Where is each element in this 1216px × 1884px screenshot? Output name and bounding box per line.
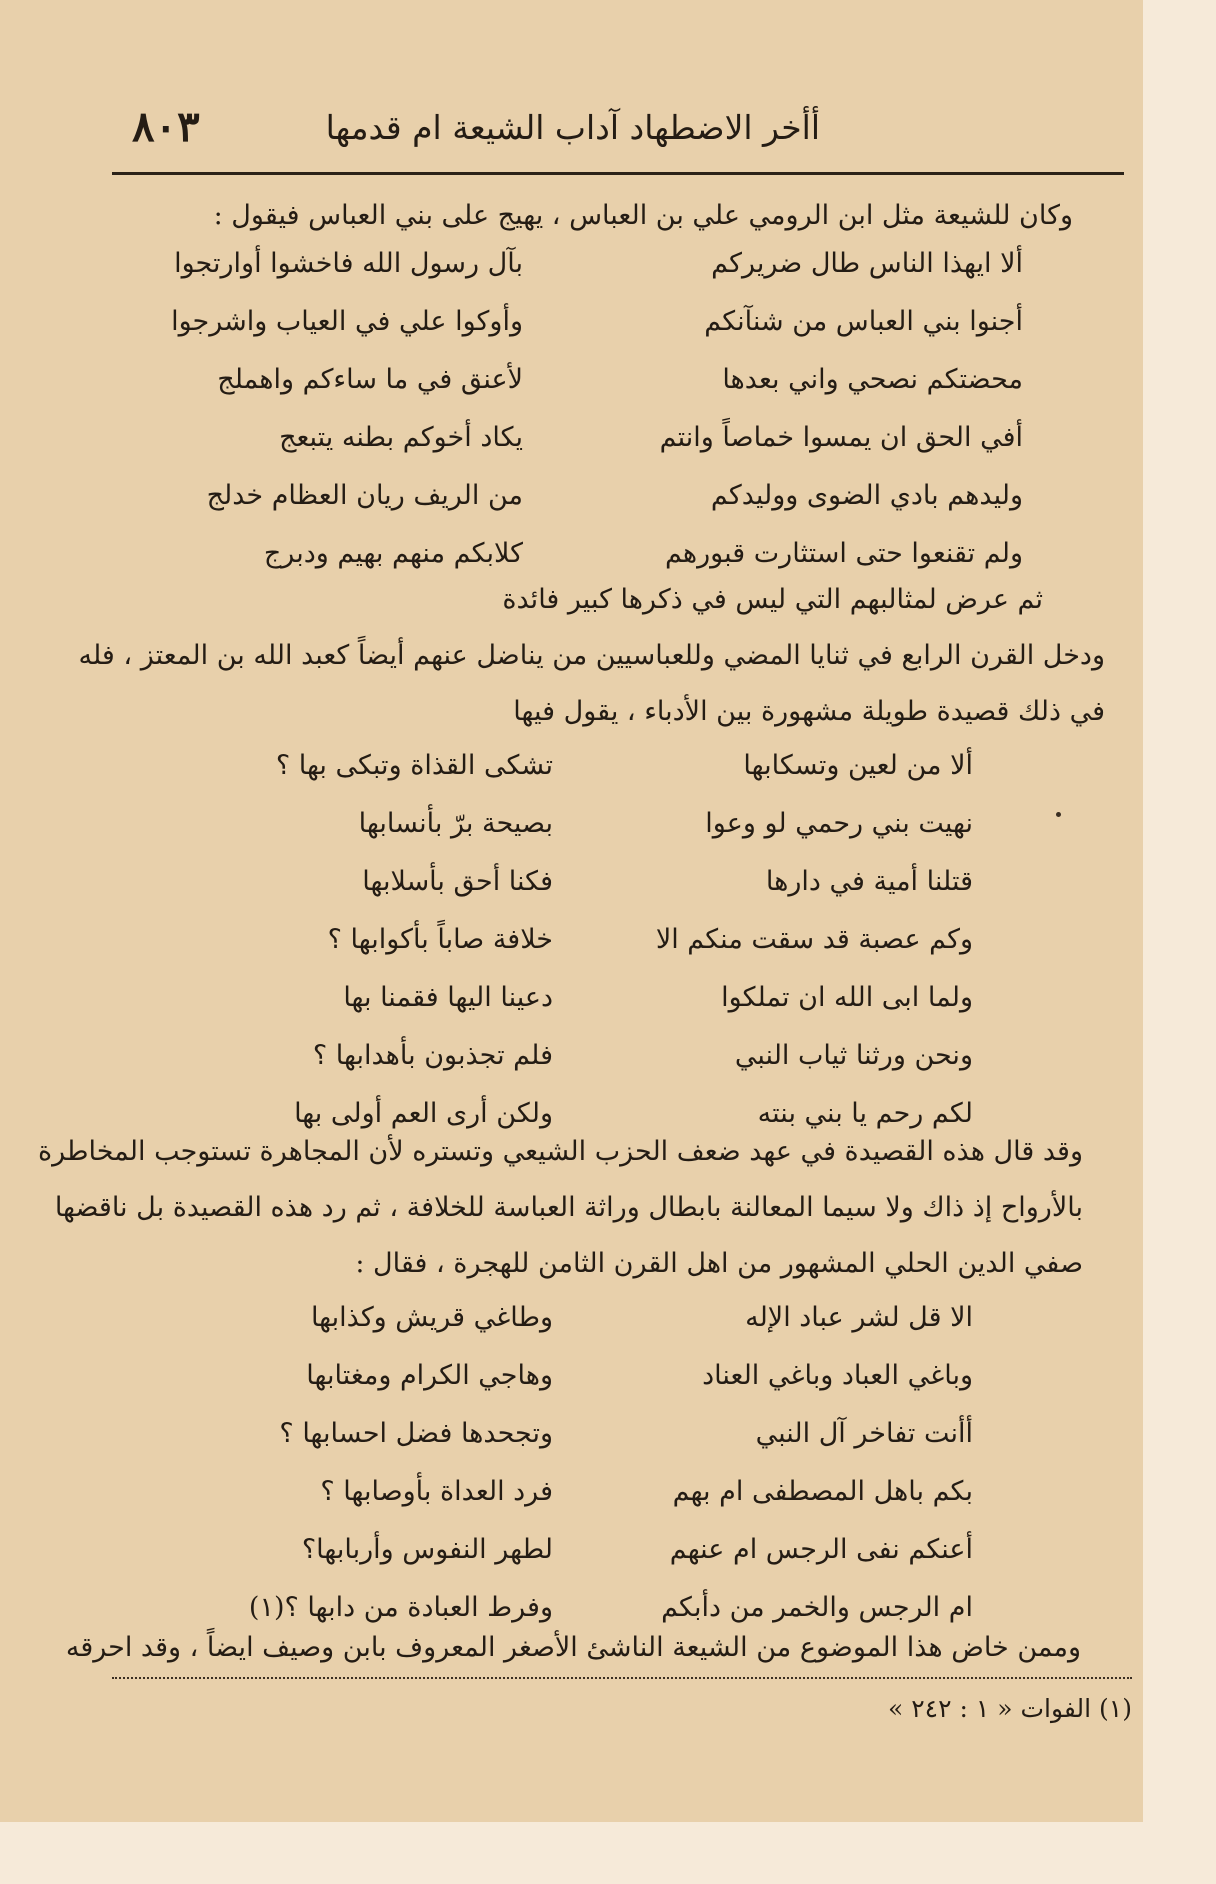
first-hemistich: ألا من لعين وتسكابها [743,750,973,781]
second-hemistich: بآل رسول الله فاخشوا أوارتجوا [174,248,523,279]
first-hemistich: لكم رحم يا بني بنته [757,1098,973,1129]
verse-line [203,1522,973,1580]
text-line: وقد قال هذه القصيدة في عهد ضعف الحزب الشيعي وتستره لأن المجاهرة تستوجب المخاطرة [37,1136,1083,1167]
second-hemistich: ولكن أرى العم أولى بها [294,1098,553,1129]
paragraph-safi-al-din [37,1124,1083,1292]
second-hemistich: من الريف ريان العظام خدلج [206,480,523,511]
second-hemistich: تشكى القذاة وتبكى بها ؟ [275,750,553,781]
first-hemistich: ولما ابى الله ان تملكوا [721,982,973,1013]
page-number: ٨٠٣ [132,102,200,151]
first-hemistich: أأنت تفاخر آل النبي [755,1418,973,1449]
verse-line [173,468,1023,526]
verse-line [203,970,973,1028]
running-title: أأخر الاضطهاد آداب الشيعة ام قدمها [325,108,820,147]
second-hemistich: وطاغي قريش وكذابها [310,1302,553,1333]
verse-line [203,1290,973,1348]
verse-line [203,1348,973,1406]
second-hemistich: لطهر النفوس وأربابها؟ [301,1534,553,1565]
footnote-rule [112,1677,1132,1679]
first-hemistich: أعنكم نفى الرجس ام عنهم [669,1534,973,1565]
second-hemistich: دعينا اليها فقمنا بها [343,982,553,1013]
first-hemistich: ام الرجس والخمر من دأبكم [661,1592,973,1623]
first-hemistich: وليدهم بادي الضوى ووليدكم [710,480,1023,511]
verse-line [203,912,973,970]
poem-ibn-al-rumi [173,236,1023,584]
paragraph-ibn-al-mutazz [78,628,1105,740]
second-hemistich: كلابكم منهم بهيم ودبرج [263,538,523,569]
first-hemistich: وباغي العباد وباغي العناد [702,1360,973,1391]
text-line: في ذلك قصيدة طويلة مشهورة بين الأدباء ، يقول فيها [513,696,1105,727]
second-hemistich: يكاد أخوكم بطنه يتبعج [279,422,523,453]
verse-line [203,796,973,854]
verse-line [203,854,973,912]
first-hemistich: أجنوا بني العباس من شنآنكم [704,306,1023,337]
second-hemistich: وهاجي الكرام ومغتابها [306,1360,553,1391]
first-hemistich: ونحن ورثنا ثياب النبي [734,1040,973,1071]
text-line: ودخل القرن الرابع في ثنايا المضي وللعباسيين من يناضل عنهم أيضاً كعبد الله بن المعتز ، فله [78,640,1105,671]
first-hemistich: وكم عصبة قد سقت منكم الا [655,924,973,955]
second-hemistich: خلافة صاباً بأكوابها ؟ [327,924,553,955]
poem-safi-al-din [203,1290,973,1638]
second-hemistich: فكنا أحق بأسلابها [362,866,553,897]
verse-line [173,236,1023,294]
second-hemistich: لأعنق في ما ساءكم واهملج [217,364,523,395]
poem-ibn-al-mutazz [203,738,973,1144]
header-rule [112,172,1124,175]
stray-mark [1056,812,1061,817]
second-hemistich: وأوكوا علي في العياب واشرجوا [171,306,523,337]
second-hemistich: وتجحدها فضل احسابها ؟ [279,1418,553,1449]
transition-line [93,572,1043,628]
first-hemistich: ألا ايهذا الناس طال ضريركم [711,248,1023,279]
second-hemistich: فرد العداة بأوصابها ؟ [320,1476,553,1507]
footnote: (١) الفوات « ١ : ٢٤٢ » [887,1694,1132,1723]
verse-line [203,1464,973,1522]
verse-line [203,1406,973,1464]
second-hemistich: فلم تجذبون بأهدابها ؟ [312,1040,553,1071]
verse-line [203,1028,973,1086]
verse-line [173,352,1023,410]
first-hemistich: ولم تقنعوا حتى استثارت قبورهم [664,538,1023,569]
first-hemistich: محضتكم نصحي واني بعدها [722,364,1023,395]
verse-line [173,294,1023,352]
first-hemistich: أفي الحق ان يمسوا خماصاً وانتم [659,422,1023,453]
text-line: وكان للشيعة مثل ابن الرومي علي بن العباس ، يهيج على بني العباس فيقول : [213,200,1073,231]
closing-paragraph [61,1620,1081,1676]
first-hemistich: بكم باهل المصطفى ام بهم [672,1476,973,1507]
second-hemistich: وفرط العبادة من دابها ؟(١) [248,1592,553,1623]
text-line: صفي الدين الحلي المشهور من اهل القرن الثامن للهجرة ، فقال : [355,1248,1083,1279]
second-hemistich: بصيحة برّ بأنسابها [358,808,553,839]
text-line: بالأرواح إذ ذاك ولا سيما المعالنة بابطال وراثة العباسة للخلافة ، ثم رد هذه القصيدة بل ناقضها [54,1192,1083,1223]
first-hemistich: الا قل لشر عباد الإله [745,1302,973,1333]
first-hemistich: نهيت بني رحمي لو وعوا [705,808,973,839]
text-line: ثم عرض لمثالبهم التي ليس في ذكرها كبير فائدة [502,584,1043,615]
verse-line [173,410,1023,468]
text-line: وممن خاض هذا الموضوع من الشيعة الناشئ الأصغر المعروف بابن وصيف ايضاً ، وقد احرقه [65,1632,1081,1663]
first-hemistich: قتلنا أمية في دارها [765,866,973,897]
verse-line [203,738,973,796]
